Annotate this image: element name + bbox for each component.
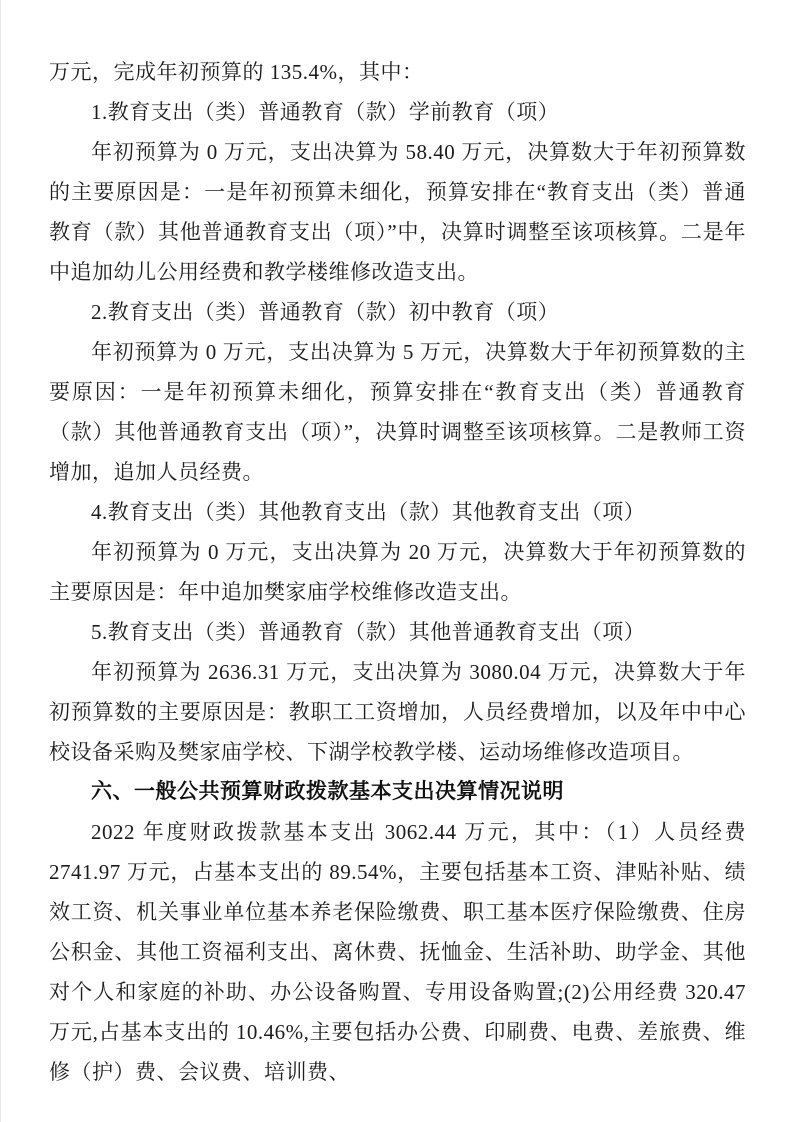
item-title-2-junior-high-education: 2.教育支出（类）普通教育（款）初中教育（项） — [91, 300, 560, 324]
item-title-4-other-education-expenditure: 4.教育支出（类）其他教育支出（款）其他教育支出（项） — [91, 500, 646, 524]
paragraph-item-5-explanation: 年初预算为 2636.31 万元，支出决算为 3080.04 万元，决算数大于年初预算数的主要原因是：教职工工资增加，人员经费增加，以及年中中心校设备采购及樊家庙学校、下湖学校教学楼、运动场维修改造项目。 — [49, 660, 746, 764]
item-title-5-other-general-education: 5.教育支出（类）普通教育（款）其他普通教育支出（项） — [91, 620, 646, 644]
section-heading-6-basic-expenditure: 六、一般公共预算财政拨款基本支出决算情况说明 — [91, 780, 564, 803]
paragraph-item-2-explanation: 年初预算为 0 万元，支出决算为 5 万元，决算数大于年初预算数的主要原因：一是年初预算未细化，预算安排在“教育支出（类）普通教育（款）其他普通教育支出（项）”，决算时调整至该项核算。二是教师工资增加，追加人员经费。 — [49, 340, 746, 484]
paragraph-item-1-explanation: 年初预算为 0 万元，支出决算为 58.40 万元，决算数大于年初预算数的主要原因是：一是年初预算未细化，预算安排在“教育支出（类）普通教育（款）其他普通教育支出（项）”中，决算时调整至该项核算。二是年中追加幼儿公用经费和教学楼维修改造支出。 — [49, 140, 746, 284]
paragraph-continuation-total: 万元，完成年初预算的 135.4%，其中： — [49, 60, 424, 84]
paragraph-item-4-explanation: 年初预算为 0 万元，支出决算为 20 万元，决算数大于年初预算数的主要原因是：年中追加樊家庙学校维修改造支出。 — [49, 540, 746, 604]
paragraph-basic-expenditure-detail: 2022 年度财政拨款基本支出 3062.44 万元，其中：（1）人员经费 2741.97 万元，占基本支出的 89.54%，主要包括基本工资、津贴补贴、绩效工资、机关事业单位基本养老保险缴费、职工基本医疗保险缴费、住房公积金、其他工资福利支出、离休费、抚恤金、生活补助、助学金、其他对个人和家庭的补助、办公设备购置、专用设备购置;(2)公用经费 320.47 万元,占基本支出的 10.46%,主要包括办公费、印刷费、电费、差旅费、维修（护）费、会议费、培训费、 — [49, 820, 746, 1084]
item-title-1-preschool-education: 1.教育支出（类）普通教育（款）学前教育（项） — [91, 100, 560, 124]
